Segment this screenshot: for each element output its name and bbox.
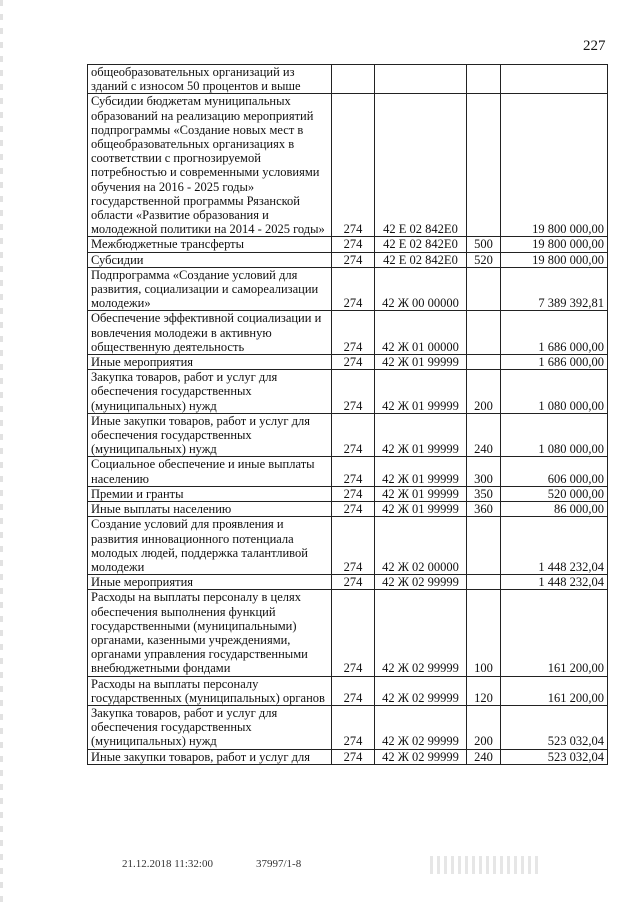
row-target-article: 42 Ж 01 99999 xyxy=(375,413,467,457)
row-target-article: 42 Ж 01 99999 xyxy=(375,355,467,370)
row-target-article: 42 Ж 02 99999 xyxy=(375,705,467,749)
row-expense-type xyxy=(467,355,501,370)
row-admin-code: 274 xyxy=(332,575,375,590)
table-row xyxy=(88,237,608,252)
row-description: Социальное обеспечение и иные выплаты населению xyxy=(88,457,332,486)
table-row xyxy=(88,575,608,590)
row-target-article: 42 Ж 01 00000 xyxy=(375,311,467,355)
row-target-article: 42 Ж 01 99999 xyxy=(375,486,467,501)
row-admin-code: 274 xyxy=(332,676,375,705)
row-amount: 86 000,00 xyxy=(501,502,608,517)
row-expense-type: 520 xyxy=(467,252,501,267)
row-admin-code: 274 xyxy=(332,355,375,370)
row-admin-code: 274 xyxy=(332,590,375,676)
footer-timestamp: 21.12.2018 11:32:00 xyxy=(122,858,213,870)
row-amount: 161 200,00 xyxy=(501,590,608,676)
row-admin-code: 274 xyxy=(332,252,375,267)
row-amount: 1 080 000,00 xyxy=(501,370,608,414)
row-amount: 520 000,00 xyxy=(501,486,608,501)
row-expense-type xyxy=(467,575,501,590)
row-description: Субсидии бюджетам муниципальных образований на реализацию мероприятий подпрограммы «Создание новых мест в общеобразовательных организациях в соответствии с прогнозируемой потребностью и современными условиями обучения на 2016 - 2025 годы» государственной программы Рязанской области «Развитие образования и молодежной политики на 2014 - 2025 годы» xyxy=(88,94,332,237)
row-target-article: 42 Ж 02 99999 xyxy=(375,590,467,676)
table-row xyxy=(88,486,608,501)
row-target-article: 42 Ж 01 99999 xyxy=(375,457,467,486)
table-row xyxy=(88,355,608,370)
row-admin-code: 274 xyxy=(332,311,375,355)
row-description: Расходы на выплаты персоналу в целях обеспечения выполнения функций государственными (муниципальными) органами, казенными учреждениями, органами управления государственными внебюджетными фондами xyxy=(88,590,332,676)
row-amount: 19 800 000,00 xyxy=(501,252,608,267)
row-expense-type xyxy=(467,517,501,575)
budget-table-body xyxy=(88,65,608,765)
row-expense-type: 240 xyxy=(467,413,501,457)
row-description: Иные мероприятия xyxy=(88,575,332,590)
table-row xyxy=(88,590,608,676)
row-expense-type: 200 xyxy=(467,705,501,749)
row-expense-type: 360 xyxy=(467,502,501,517)
budget-table xyxy=(87,64,608,765)
row-amount: 1 686 000,00 xyxy=(501,311,608,355)
row-description: Подпрограмма «Создание условий для развития, социализации и самореализации молодежи» xyxy=(88,267,332,311)
row-admin-code: 274 xyxy=(332,749,375,764)
footer-document-id: 37997/1-8 xyxy=(256,858,302,870)
faded-stamp-artifact xyxy=(430,856,540,874)
row-description: Премии и гранты xyxy=(88,486,332,501)
row-amount xyxy=(501,65,608,94)
table-row xyxy=(88,705,608,749)
row-amount: 1 448 232,04 xyxy=(501,575,608,590)
row-admin-code: 274 xyxy=(332,705,375,749)
row-target-article: 42 Ж 01 99999 xyxy=(375,502,467,517)
row-admin-code: 274 xyxy=(332,413,375,457)
row-description: Межбюджетные трансферты xyxy=(88,237,332,252)
row-expense-type: 200 xyxy=(467,370,501,414)
row-description: Субсидии xyxy=(88,252,332,267)
row-description: Закупка товаров, работ и услуг для обеспечения государственных (муниципальных) нужд xyxy=(88,370,332,414)
row-admin-code: 274 xyxy=(332,486,375,501)
table-row xyxy=(88,65,608,94)
row-admin-code: 274 xyxy=(332,457,375,486)
row-expense-type: 240 xyxy=(467,749,501,764)
table-row xyxy=(88,94,608,237)
row-amount: 523 032,04 xyxy=(501,749,608,764)
row-amount: 161 200,00 xyxy=(501,676,608,705)
table-row xyxy=(88,413,608,457)
row-amount: 523 032,04 xyxy=(501,705,608,749)
row-expense-type: 500 xyxy=(467,237,501,252)
table-row xyxy=(88,749,608,764)
row-expense-type xyxy=(467,267,501,311)
table-row xyxy=(88,267,608,311)
row-admin-code: 274 xyxy=(332,502,375,517)
row-target-article: 42 Е 02 842Е0 xyxy=(375,252,467,267)
row-amount: 1 080 000,00 xyxy=(501,413,608,457)
row-amount: 19 800 000,00 xyxy=(501,94,608,237)
row-expense-type: 100 xyxy=(467,590,501,676)
row-description: общеобразовательных организаций из зданий с износом 50 процентов и выше xyxy=(88,65,332,94)
row-admin-code xyxy=(332,65,375,94)
table-row xyxy=(88,370,608,414)
row-target-article: 42 Ж 02 99999 xyxy=(375,676,467,705)
row-expense-type xyxy=(467,65,501,94)
row-amount: 7 389 392,81 xyxy=(501,267,608,311)
row-target-article: 42 Е 02 842Е0 xyxy=(375,94,467,237)
row-admin-code: 274 xyxy=(332,94,375,237)
table-row xyxy=(88,676,608,705)
table-row xyxy=(88,252,608,267)
row-target-article: 42 Ж 01 99999 xyxy=(375,370,467,414)
table-row xyxy=(88,311,608,355)
row-target-article: 42 Е 02 842Е0 xyxy=(375,237,467,252)
row-admin-code: 274 xyxy=(332,517,375,575)
row-expense-type: 300 xyxy=(467,457,501,486)
table-row xyxy=(88,517,608,575)
row-expense-type: 350 xyxy=(467,486,501,501)
row-admin-code: 274 xyxy=(332,370,375,414)
row-description: Расходы на выплаты персоналу государственных (муниципальных) органов xyxy=(88,676,332,705)
row-expense-type: 120 xyxy=(467,676,501,705)
row-admin-code: 274 xyxy=(332,267,375,311)
table-row xyxy=(88,502,608,517)
row-target-article: 42 Ж 02 99999 xyxy=(375,749,467,764)
row-target-article: 42 Ж 00 00000 xyxy=(375,267,467,311)
row-amount: 1 448 232,04 xyxy=(501,517,608,575)
row-expense-type xyxy=(467,311,501,355)
row-description: Иные выплаты населению xyxy=(88,502,332,517)
row-description: Создание условий для проявления и развития инновационного потенциала молодых людей, поддержка талантливой молодежи xyxy=(88,517,332,575)
row-description: Иные мероприятия xyxy=(88,355,332,370)
row-amount: 606 000,00 xyxy=(501,457,608,486)
row-description: Обеспечение эффективной социализации и вовлечения молодежи в активную общественную деятельность xyxy=(88,311,332,355)
row-amount: 1 686 000,00 xyxy=(501,355,608,370)
row-target-article xyxy=(375,65,467,94)
row-amount: 19 800 000,00 xyxy=(501,237,608,252)
row-target-article: 42 Ж 02 00000 xyxy=(375,517,467,575)
row-admin-code: 274 xyxy=(332,237,375,252)
table-row xyxy=(88,457,608,486)
row-description: Иные закупки товаров, работ и услуг для обеспечения государственных (муниципальных) нужд xyxy=(88,413,332,457)
row-description: Иные закупки товаров, работ и услуг для xyxy=(88,749,332,764)
row-description: Закупка товаров, работ и услуг для обеспечения государственных (муниципальных) нужд xyxy=(88,705,332,749)
row-expense-type xyxy=(467,94,501,237)
row-target-article: 42 Ж 02 99999 xyxy=(375,575,467,590)
page-number: 227 xyxy=(583,38,606,54)
scan-edge-artifact xyxy=(0,0,3,905)
